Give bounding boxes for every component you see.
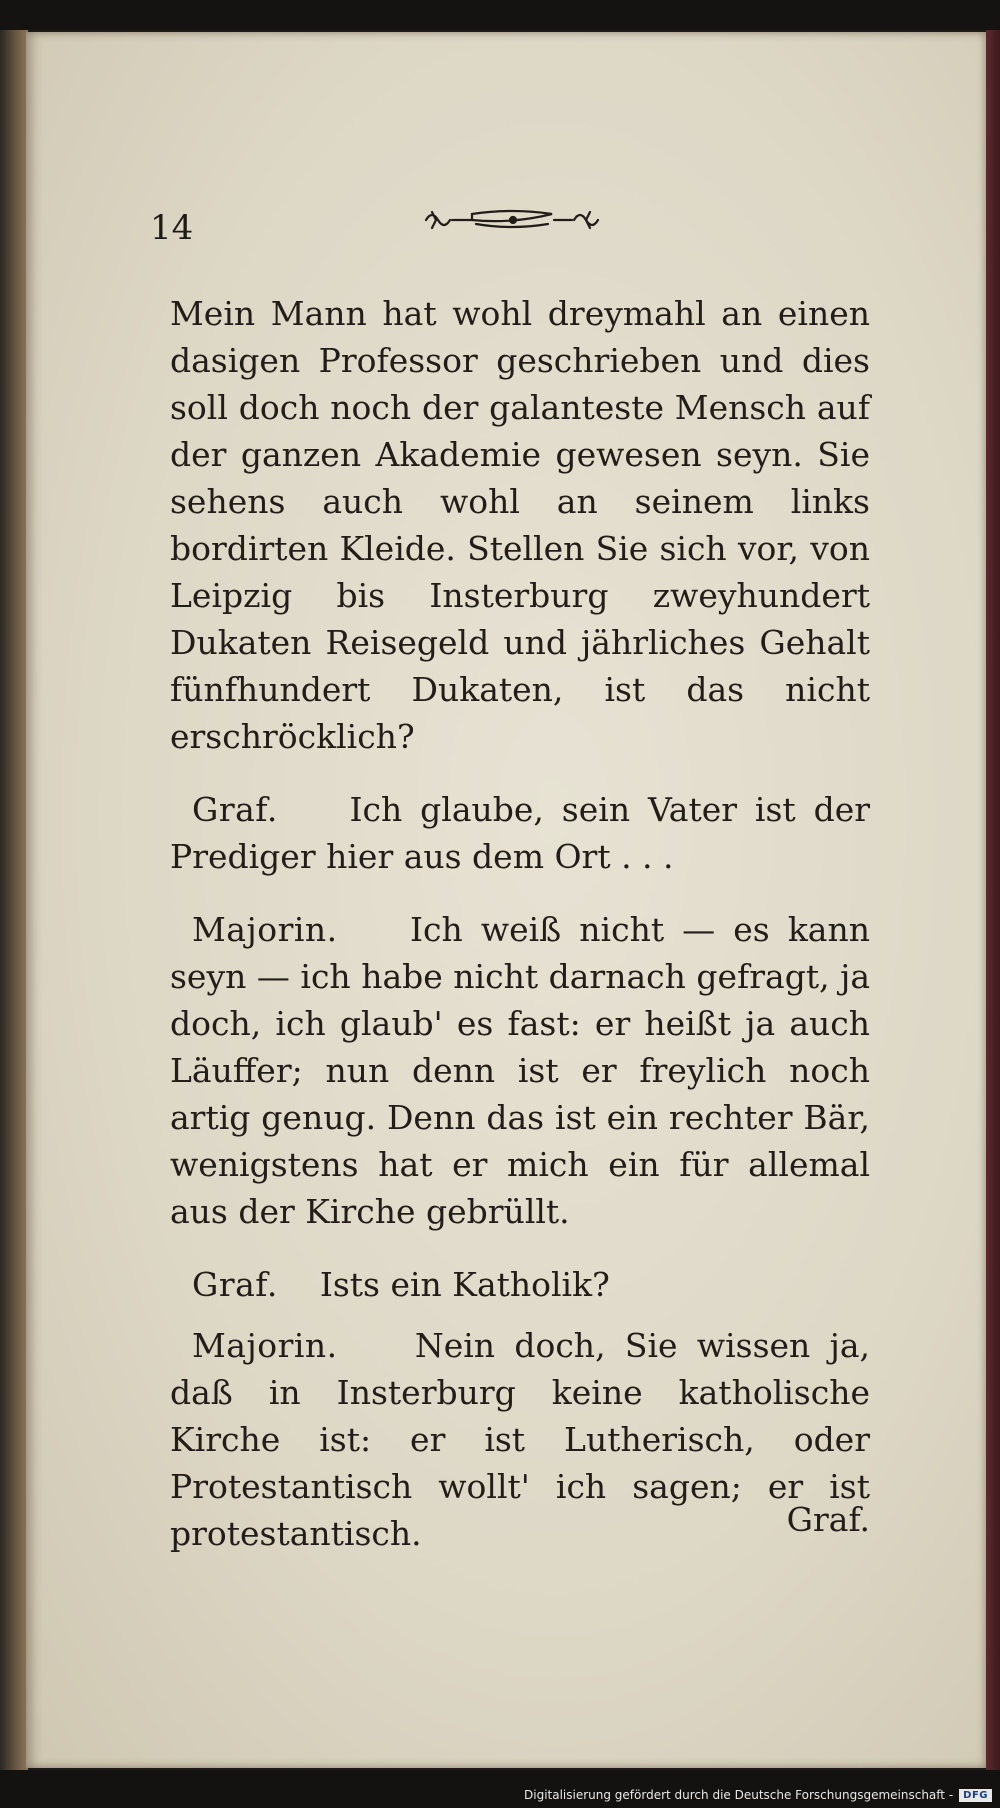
speaker-name: Majorin. <box>192 1326 338 1365</box>
dialogue-paragraph <box>170 1322 870 1557</box>
speaker-name: Graf. <box>192 790 278 829</box>
catchword: Graf. <box>786 1500 870 1539</box>
decorative-ornament-icon <box>418 200 608 240</box>
digitization-credit <box>524 1788 992 1802</box>
scan-top-border <box>0 0 1000 30</box>
speaker-name: Majorin. <box>192 910 338 949</box>
scan-bottom-border <box>0 1770 1000 1808</box>
credit-text: Digitalisierung gefördert durch die Deutsche Forschungsgemeinschaft - <box>524 1788 954 1802</box>
speaker-name: Graf. <box>192 1265 278 1304</box>
dialogue-text: Ists ein Katholik? <box>319 1265 610 1304</box>
dialogue-text: Nein doch, Sie wissen ja, daß in Insterburg keine katholische Kirche ist: er ist Lutherisch, oder Protestantisch wollt' ich sagen; er ist protestantisch. <box>170 1326 870 1553</box>
paragraph-text: Mein Mann hat wohl dreymahl an einen dasigen Professor geschrieben und dies soll doch noch der galanteste Mensch auf der ganzen Akademie gewesen seyn. Sie sehens auch wohl an seinem links bordirten Kleide. Stellen Sie sich vor, von Leipzig bis Insterburg zweyhundert Dukaten Reisegeld und jährliches Gehalt fünfhundert Dukaten, ist das nicht erschröcklich? <box>170 294 870 756</box>
page-text <box>170 290 870 1557</box>
dialogue-paragraph <box>170 1261 870 1308</box>
paragraph <box>170 290 870 760</box>
dialogue-paragraph <box>170 786 870 880</box>
book-cover-edge <box>986 30 1000 1770</box>
dfg-logo-icon: DFG <box>959 1789 992 1802</box>
dialogue-paragraph <box>170 906 870 1235</box>
dialogue-text: Ich weiß nicht — es kann seyn — ich habe nicht darnach gefragt, ja doch, ich glaub' es fast: er heißt ja auch Läuffer; nun denn ist er freylich noch artig genug. Denn das ist ein rechter Bär, wenigstens hat er mich ein für allemal aus der Kirche gebrüllt. <box>170 910 870 1231</box>
book-spine-edge <box>0 30 28 1770</box>
dialogue-text: Ich glaube, sein Vater ist der Prediger hier aus dem Ort . . . <box>170 790 870 876</box>
page-number: 14 <box>150 208 194 248</box>
